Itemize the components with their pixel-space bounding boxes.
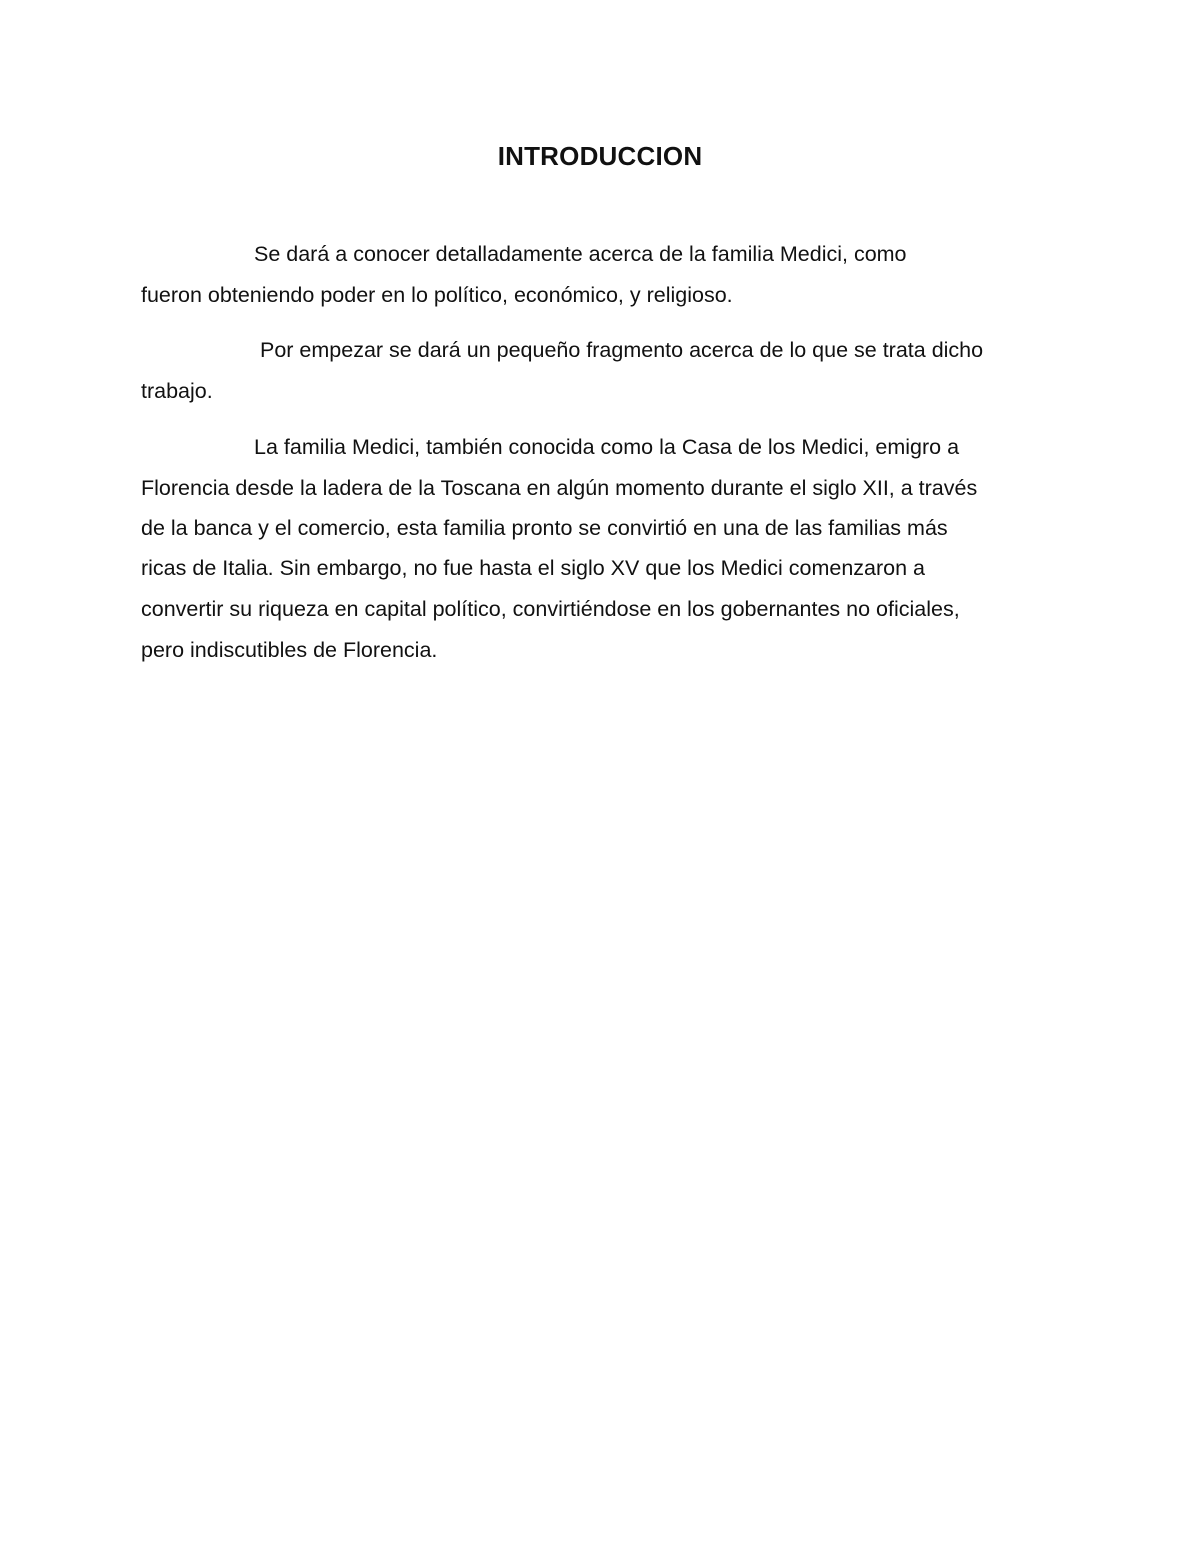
paragraph-3-line-2: Florencia desde la ladera de la Toscana en algún momento durante el siglo XII, a través	[141, 476, 978, 500]
paragraph-3-line-3: de la banca y el comercio, esta familia pronto se convirtió en una de las familias más	[141, 516, 948, 540]
paragraph-3-line-4: ricas de Italia. Sin embargo, no fue hasta el siglo XV que los Medici comenzaron a	[141, 556, 925, 580]
paragraph-1-line-1: Se dará a conocer detalladamente acerca de la familia Medici, como	[254, 242, 907, 266]
paragraph-2-line-1: Por empezar se dará un pequeño fragmento acerca de lo que se trata dicho	[260, 338, 984, 362]
paragraph-3-line-5: convertir su riqueza en capital político, convirtiéndose en los gobernantes no oficiales,	[141, 597, 960, 621]
paragraph-3-line-1: La familia Medici, también conocida como la Casa de los Medici, emigro a	[254, 435, 960, 459]
paragraph-1-line-2: fueron obteniendo poder en lo político, económico, y religioso.	[141, 283, 733, 307]
paragraph-2-line-2: trabajo.	[141, 379, 213, 403]
document-title: INTRODUCCION	[497, 141, 703, 171]
paragraph-3-line-6: pero indiscutibles de Florencia.	[141, 638, 438, 662]
